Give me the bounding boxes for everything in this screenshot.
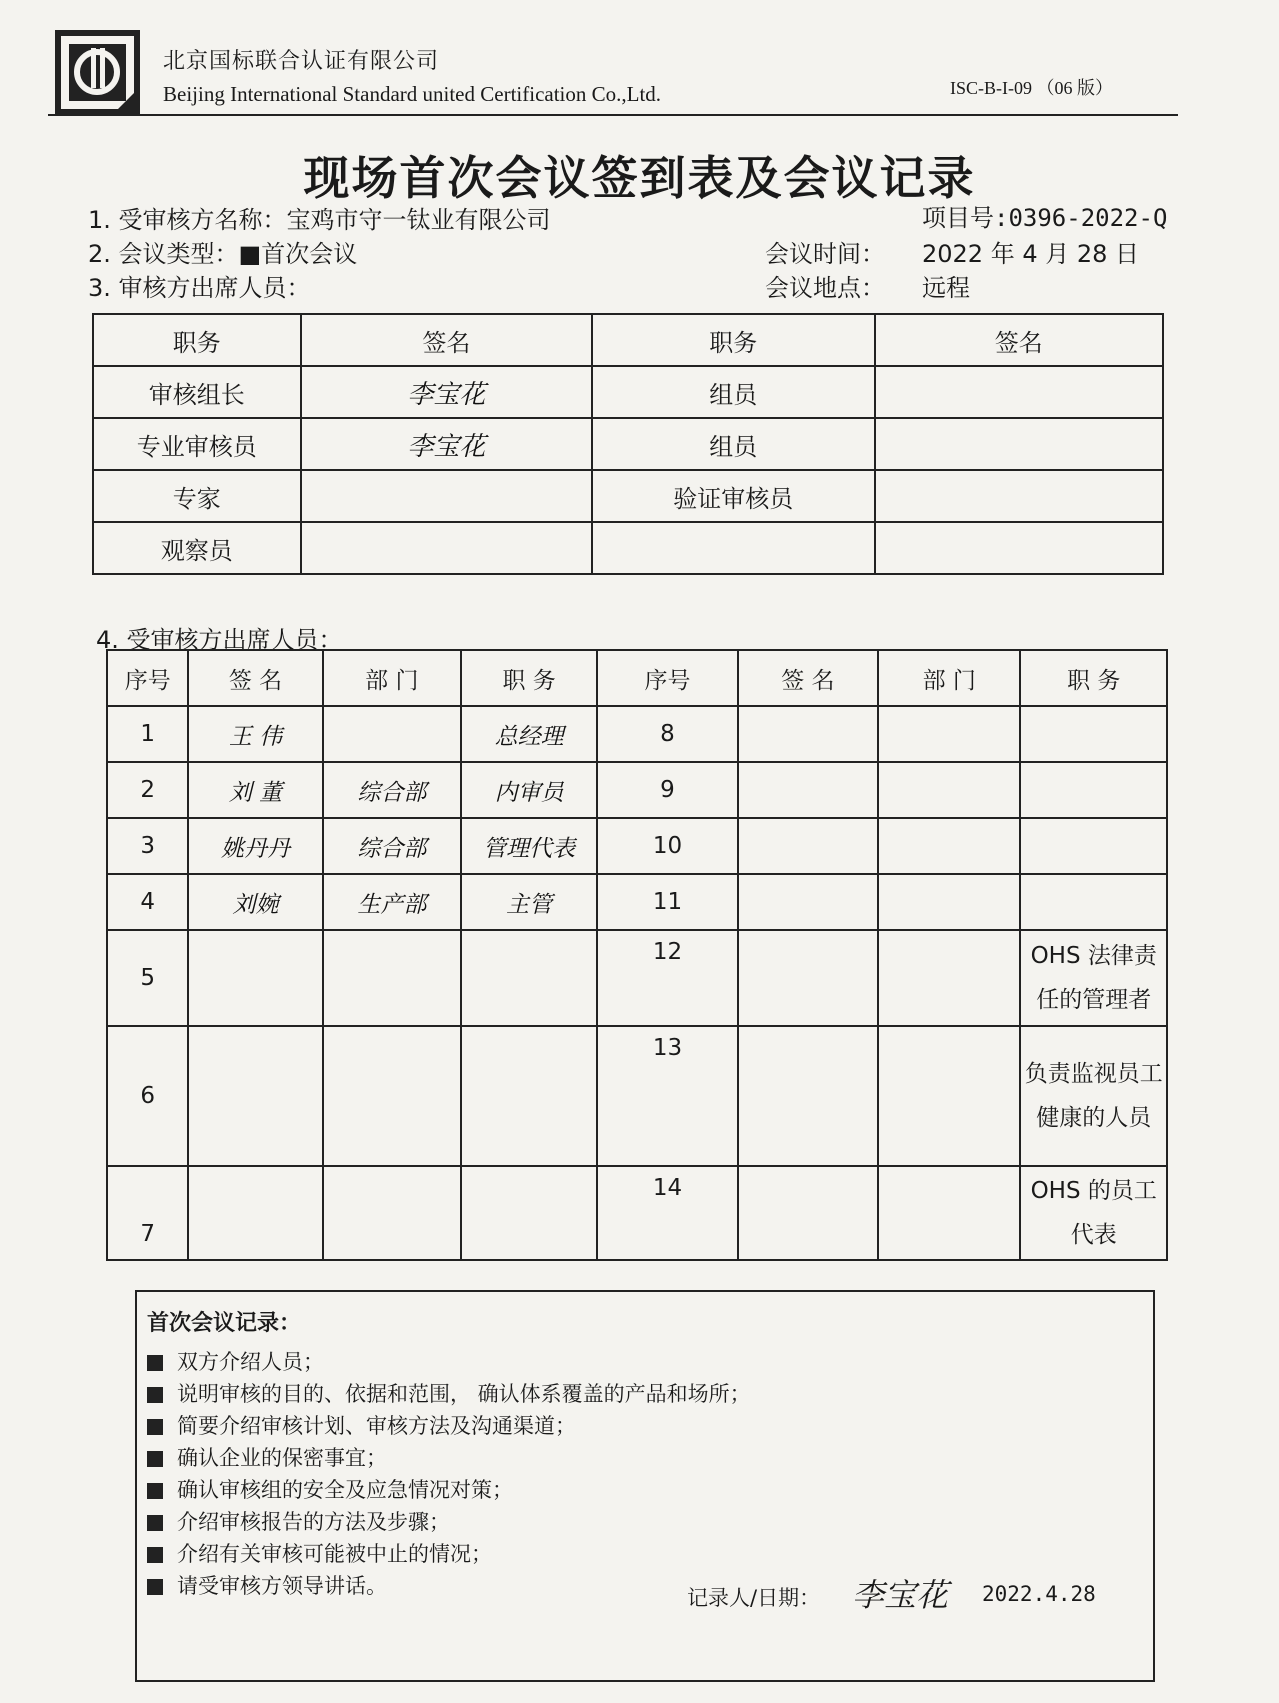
header-cell: 签名: [875, 314, 1163, 366]
record-title: 首次会议记录：: [147, 1311, 302, 1336]
signature-cell: [301, 470, 592, 522]
auditor-attendees-label: 3. 审核方出席人员：: [88, 274, 311, 302]
position-cell: 管理代表: [461, 818, 597, 874]
checkbox-checked-icon: [147, 1355, 163, 1371]
table-row: [93, 418, 1163, 470]
signature-cell: 王 伟: [188, 706, 322, 762]
company-name-cn: 北京国标联合认证有限公司: [163, 49, 440, 74]
meeting-time-label: 会议时间：: [765, 240, 885, 268]
row-number: 2: [107, 762, 188, 818]
header-cell: 职 务: [1020, 650, 1167, 706]
record-item: 确认审核组的安全及应急情况对策；: [147, 1474, 513, 1504]
signature-cell: [875, 522, 1163, 574]
company-name-en: Beijing International Standard united Certification Co.,Ltd.: [163, 82, 662, 106]
auditee-name: 宝鸡市守一钛业有限公司: [286, 206, 551, 234]
department-cell: [878, 1166, 1020, 1260]
row-number: 11: [597, 874, 737, 930]
row-number: 12: [597, 930, 737, 1026]
row-number: 13: [597, 1026, 737, 1166]
signature-cell: 李宝花: [301, 366, 592, 418]
checkbox-checked-icon: [147, 1515, 163, 1531]
checkbox-checked-icon: [147, 1579, 163, 1595]
checkbox-checked-icon: [147, 1451, 163, 1467]
header-cell: 签名: [301, 314, 592, 366]
recorder-label: 记录人/日期：: [687, 1586, 821, 1610]
row-number: 6: [107, 1026, 188, 1166]
department-cell: 生产部: [323, 874, 461, 930]
auditor-attendance-table: [92, 313, 1164, 575]
role-cell: 审核组长: [93, 366, 301, 418]
table-row: [107, 1026, 1167, 1166]
row-number: 9: [597, 762, 737, 818]
header-cell: 职务: [93, 314, 301, 366]
meeting-type-label: 2. 会议类型：: [88, 240, 239, 268]
department-cell: [323, 930, 461, 1026]
signature-cell: [875, 418, 1163, 470]
role-cell: 组员: [592, 418, 874, 470]
table-row: [93, 366, 1163, 418]
role-note: 负责监视员工健康的人员: [1020, 1026, 1167, 1166]
header-cell: 职务: [592, 314, 874, 366]
signature-cell: 刘 董: [188, 762, 322, 818]
row-number: 3: [107, 818, 188, 874]
checkbox-checked-icon: [147, 1419, 163, 1435]
signature-cell: [188, 1026, 322, 1166]
header-cell: 序号: [107, 650, 188, 706]
table-row: [107, 930, 1167, 1026]
row-number: 4: [107, 874, 188, 930]
meeting-type-value: ■首次会议: [238, 240, 358, 268]
department-cell: [878, 818, 1020, 874]
meeting-place-value: 远程: [922, 274, 970, 302]
department-cell: [323, 1026, 461, 1166]
row-number: 8: [597, 706, 737, 762]
row-number: 10: [597, 818, 737, 874]
role-cell: 专业审核员: [93, 418, 301, 470]
recorder-date: 2022.4.28: [982, 1582, 1096, 1606]
form-code: ISC-B-I-09 （06 版）: [950, 78, 1113, 98]
table-header-row: [93, 314, 1163, 366]
row-number: 1: [107, 706, 188, 762]
signature-cell: [188, 930, 322, 1026]
signature-cell: [875, 470, 1163, 522]
department-cell: [878, 930, 1020, 1026]
position-cell: [1020, 818, 1167, 874]
role-cell: 观察员: [93, 522, 301, 574]
table-header-row: [107, 650, 1167, 706]
signature-cell: 姚丹丹: [188, 818, 322, 874]
header-cell: 部 门: [323, 650, 461, 706]
meeting-time-value: 2022 年 4 月 28 日: [922, 240, 1140, 268]
meeting-type-line: [88, 234, 357, 269]
position-cell: [461, 930, 597, 1026]
meeting-place-label: 会议地点：: [765, 274, 885, 302]
record-item: 介绍审核报告的方法及步骤；: [147, 1506, 450, 1536]
signature-cell: [738, 1166, 878, 1260]
auditee-attendance-table: [106, 649, 1168, 1261]
table-row: [107, 874, 1167, 930]
record-item: 请受审核方领导讲话。: [147, 1570, 387, 1600]
checkbox-checked-icon: [147, 1547, 163, 1563]
table-row: [107, 1166, 1167, 1260]
signature-cell: [188, 1166, 322, 1260]
table-row: [107, 762, 1167, 818]
department-cell: 综合部: [323, 818, 461, 874]
auditee-attendees-label: 4. 受审核方出席人员：: [96, 626, 343, 654]
position-cell: [461, 1166, 597, 1260]
header-cell: 签 名: [188, 650, 322, 706]
project-number: 项目号:0396-2022-Q: [922, 204, 1168, 232]
header-divider: [48, 114, 1178, 116]
position-cell: [461, 1026, 597, 1166]
position-cell: [1020, 874, 1167, 930]
row-number: 5: [107, 930, 188, 1026]
role-note: OHS 法律责任的管理者: [1020, 930, 1167, 1026]
company-logo: [55, 30, 140, 115]
record-item: 简要介绍审核计划、审核方法及沟通渠道；: [147, 1410, 576, 1440]
checkbox-checked-icon: [147, 1483, 163, 1499]
record-item: 介绍有关审核可能被中止的情况；: [147, 1538, 492, 1568]
role-cell: 组员: [592, 366, 874, 418]
record-item: 确认企业的保密事宜；: [147, 1442, 387, 1472]
role-note: OHS 的员工代表: [1020, 1166, 1167, 1260]
header-cell: 签 名: [738, 650, 878, 706]
position-cell: 内审员: [461, 762, 597, 818]
signature-cell: [738, 706, 878, 762]
role-cell: 专家: [93, 470, 301, 522]
department-cell: [878, 762, 1020, 818]
recorder-signature: 李宝花: [852, 1576, 949, 1614]
meeting-record-box: [135, 1290, 1155, 1682]
checkbox-checked-icon: [147, 1387, 163, 1403]
department-cell: [323, 706, 461, 762]
table-row: [107, 818, 1167, 874]
signature-cell: 刘婉: [188, 874, 322, 930]
position-cell: [1020, 706, 1167, 762]
row-number: 14: [597, 1166, 737, 1260]
department-cell: [323, 1166, 461, 1260]
signature-cell: [738, 930, 878, 1026]
role-cell: [592, 522, 874, 574]
table-row: [93, 470, 1163, 522]
signature-cell: 李宝花: [301, 418, 592, 470]
position-cell: 主管: [461, 874, 597, 930]
signature-cell: [738, 818, 878, 874]
document-title: 现场首次会议签到表及会议记录: [303, 151, 976, 205]
department-cell: [878, 1026, 1020, 1166]
department-cell: [878, 874, 1020, 930]
auditee-label: 1. 受审核方名称：: [88, 206, 287, 234]
signature-cell: [738, 762, 878, 818]
department-cell: [878, 706, 1020, 762]
row-number: 7: [107, 1166, 188, 1260]
record-item: 说明审核的目的、依据和范围， 确认体系覆盖的产品和场所；: [147, 1378, 751, 1408]
header-cell: 职 务: [461, 650, 597, 706]
role-cell: 验证审核员: [592, 470, 874, 522]
signature-cell: [875, 366, 1163, 418]
position-cell: 总经理: [461, 706, 597, 762]
table-row: [107, 706, 1167, 762]
signature-cell: [301, 522, 592, 574]
signature-cell: [738, 1026, 878, 1166]
header-cell: 序号: [597, 650, 737, 706]
record-item: 双方介绍人员；: [147, 1346, 324, 1376]
auditee-line: [88, 200, 551, 235]
department-cell: 综合部: [323, 762, 461, 818]
signature-cell: [738, 874, 878, 930]
header-cell: 部 门: [878, 650, 1020, 706]
position-cell: [1020, 762, 1167, 818]
table-row: [93, 522, 1163, 574]
